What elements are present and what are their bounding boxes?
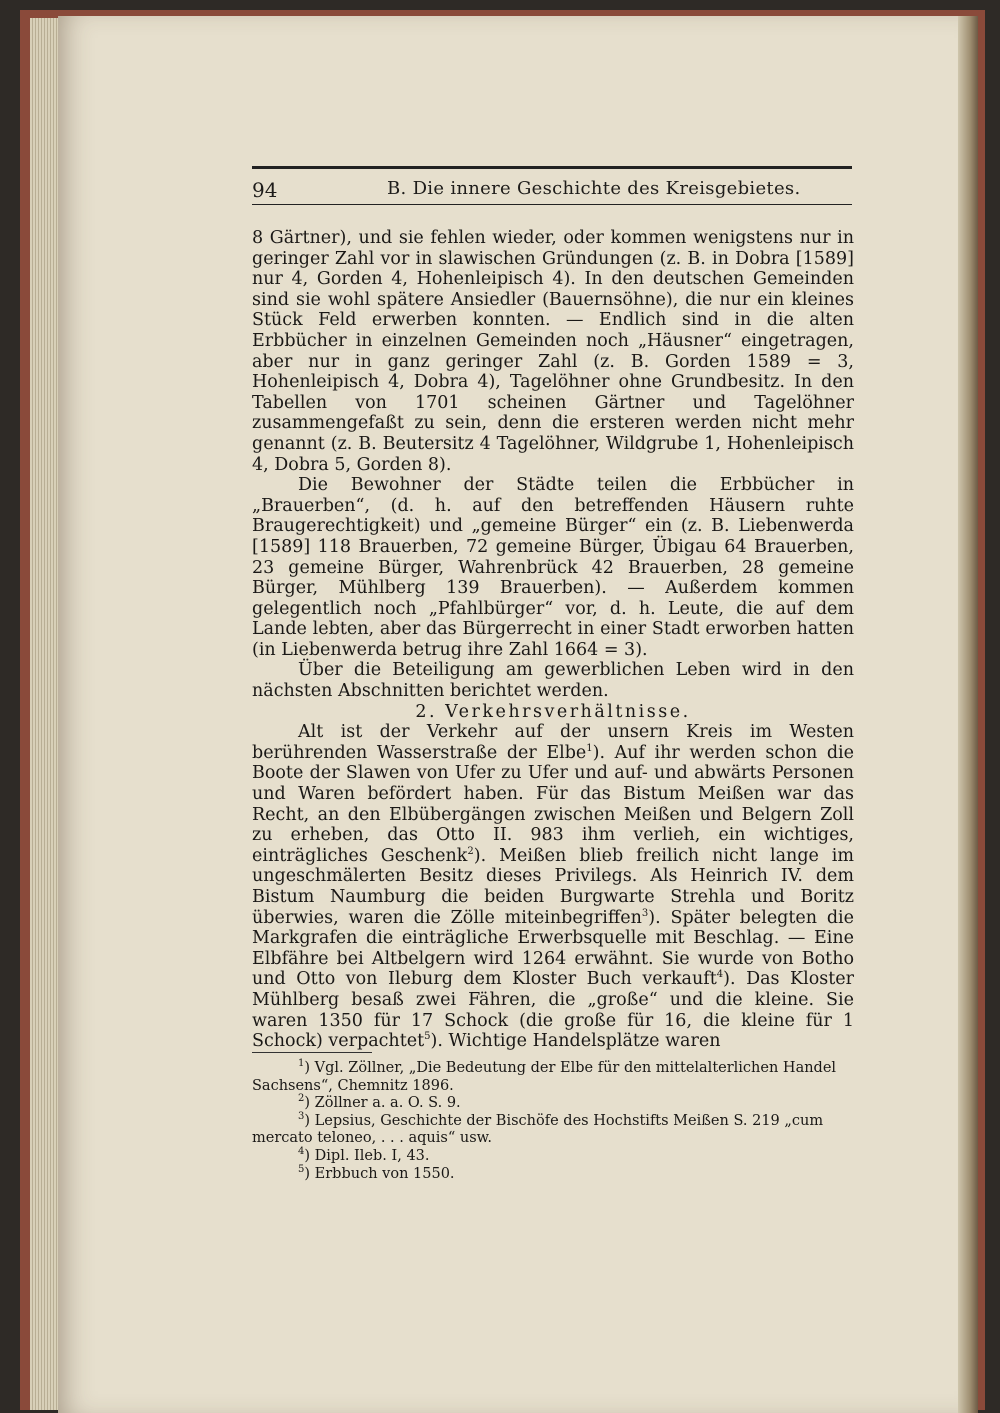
footnote-4: $^4$) Dipl. Ileb. I, 43. xyxy=(298,1146,430,1164)
page-header xyxy=(252,176,852,202)
p4-part-f: ). Wichtige Handelsplätze waren xyxy=(430,1031,721,1052)
footnote-2: $^2$) Zöllner a. a. O. S. 9. xyxy=(298,1093,461,1112)
page-gutter-edge xyxy=(958,16,978,1413)
paragraph-2: Die Bewohner der Städte teilen die Erbbücher in „Brauerben“, (d. h. auf den betreffenden Häusern ruhte Braugerechtigkeit) und „gemeine Bürger“ ein (z. B. Liebenwerda [1589] 118 Brauerben, 72 gemeine Bürger, Übigau 64 Brauerben, 23 gemeine Bürger, Wahrenbrück 42 Brauerben, 28 gemeine Bürger, Mühlberg 139 Brauerben). — Außerdem kommen gelegentlich noch „Pfahlbürger“ vor, d. h. Leute, die auf dem Lande lebten, aber das Bürgerrecht in einer Stadt erworben hatten (in Liebenwerda betrug ihre Zahl 1664 = 3). xyxy=(252,475,854,660)
footnote-num: 1 xyxy=(298,1058,305,1070)
footnote-num: 4 xyxy=(298,1146,305,1158)
p4-part-d: ). Später belegten die Markgrafen die einträgliche Erwerbsquelle mit Beschlag. — Eine Elbfähre bei Altbelgern wird 1264 erwähnt. Sie wurde von Botho und Otto von Ileburg dem Kloster Buch verkauft xyxy=(252,907,854,990)
footnote-text: Erbbuch von 1550. xyxy=(314,1165,455,1182)
footnote-ref-3: 3 xyxy=(641,907,649,919)
p4-part-b: ). Auf ihr werden schon die Boote der Slawen von Ufer zu Ufer und auf- und abwärts Personen und Waren befördert haben. Für das Bistum Meißen war das Recht, an den Elbübergängen zwischen Meißen und Belgern Zoll zu erheben, das Otto II. 983 ihm verlieh, ein wichtiges, einträgliches Geschenk xyxy=(252,742,854,866)
footnote-rule xyxy=(252,1052,372,1053)
footnote-text: Zöllner a. a. O. S. 9. xyxy=(314,1095,461,1112)
paragraph-4 xyxy=(252,722,854,1052)
p4-part-e: ). Das Kloster Mühlberg besaß zwei Fähren, die „große“ und die kleine. Sie waren 1350 für 17 Schock (die große für 16, die kleine für 1 Schock) verpachtet xyxy=(252,969,854,1052)
footnote-text: Dipl. Ileb. I, 43. xyxy=(314,1147,430,1164)
footnote-ref-5: 5 xyxy=(424,1031,431,1043)
footnote-ref-1: 1 xyxy=(586,743,593,755)
footnote-text: Lepsius, Geschichte der Bischöfe des Hochstifts Meißen S. 219 „cum mercato teloneo, . . . aquis“ usw. xyxy=(252,1112,824,1147)
footnote-text: Vgl. Zöllner, „Die Bedeutung der Elbe für den mittelalterlichen Handel Sachsens“, Chemnitz 1896. xyxy=(252,1060,837,1094)
running-title: B. Die innere Geschichte des Kreisgebietes. xyxy=(387,178,801,199)
p4-part-a: Alt ist der Verkehr auf der unsern Kreis im Westen berührenden Wasserstraße der Elbe xyxy=(252,722,854,763)
header-rule-thin xyxy=(252,204,852,205)
footnote-num: 2 xyxy=(298,1093,305,1105)
p4-part-c: ). Meißen blieb freilich nicht lange im ungeschmälerten Besitz dieses Privilegs. Als Heinrich IV. dem Bistum Naumburg die beiden Burgwarte Strehla und Boritz überwies, waren die Zölle miteinbegriffen xyxy=(252,845,855,928)
footnote-num: 5 xyxy=(298,1163,305,1175)
footnotes xyxy=(252,1060,854,1183)
section-heading: 2. Verkehrsverhältnisse. xyxy=(415,701,691,722)
footnote-ref-4: 4 xyxy=(716,969,724,981)
paragraph-3: Über die Beteiligung am gewerblichen Leben wird in den nächsten Abschnitten berichtet werden. xyxy=(252,660,854,702)
footnote-num: 3 xyxy=(298,1110,305,1122)
body-text xyxy=(252,228,854,1052)
footnote-5: $^5$) Erbbuch von 1550. xyxy=(298,1163,455,1182)
footnote-ref-2: 2 xyxy=(467,845,474,857)
footnote-3: $^3$) Lepsius, Geschichte der Bischöfe des Hochstifts Meißen S. 219 „cum mercato teloneo, . . . aquis“ usw. xyxy=(252,1110,824,1147)
footnote-1: $^1$) Vgl. Zöllner, „Die Bedeutung der Elbe für den mittelalterlichen Handel Sachsens“, Chemnitz 1896. xyxy=(252,1058,837,1094)
page-number: 94 xyxy=(252,178,278,202)
paragraph-1: 8 Gärtner), und sie fehlen wieder, oder kommen wenigstens nur in geringer Zahl vor in slawischen Gründungen (z. B. in Dobra [1589] nur 4, Gorden 4, Hohenleipisch 4). In den deutschen Gemeinden sind sie wohl spätere Ansiedler (Bauernsöhne), die nur ein kleines Stück Feld erwerben konnten. — Endlich sind in die alten Erbbücher in einzelnen Gemeinden noch „Häusner“ eingetragen, aber nur in ganz geringer Zahl (z. B. Gorden 1589 = 3, Hohenleipisch 4, Dobra 4), Tagelöhner ohne Grundbesitz. In den Tabellen von 1701 scheinen Gärtner und Tagelöhner zusammengefaßt zu sein, denn die ersteren werden nicht mehr genannt (z. B. Beutersitz 4 Tagelöhner, Wildgrube 1, Hohenleipisch 4, Dobra 5, Gorden 8). xyxy=(252,228,854,475)
header-rule-thick xyxy=(252,166,852,169)
